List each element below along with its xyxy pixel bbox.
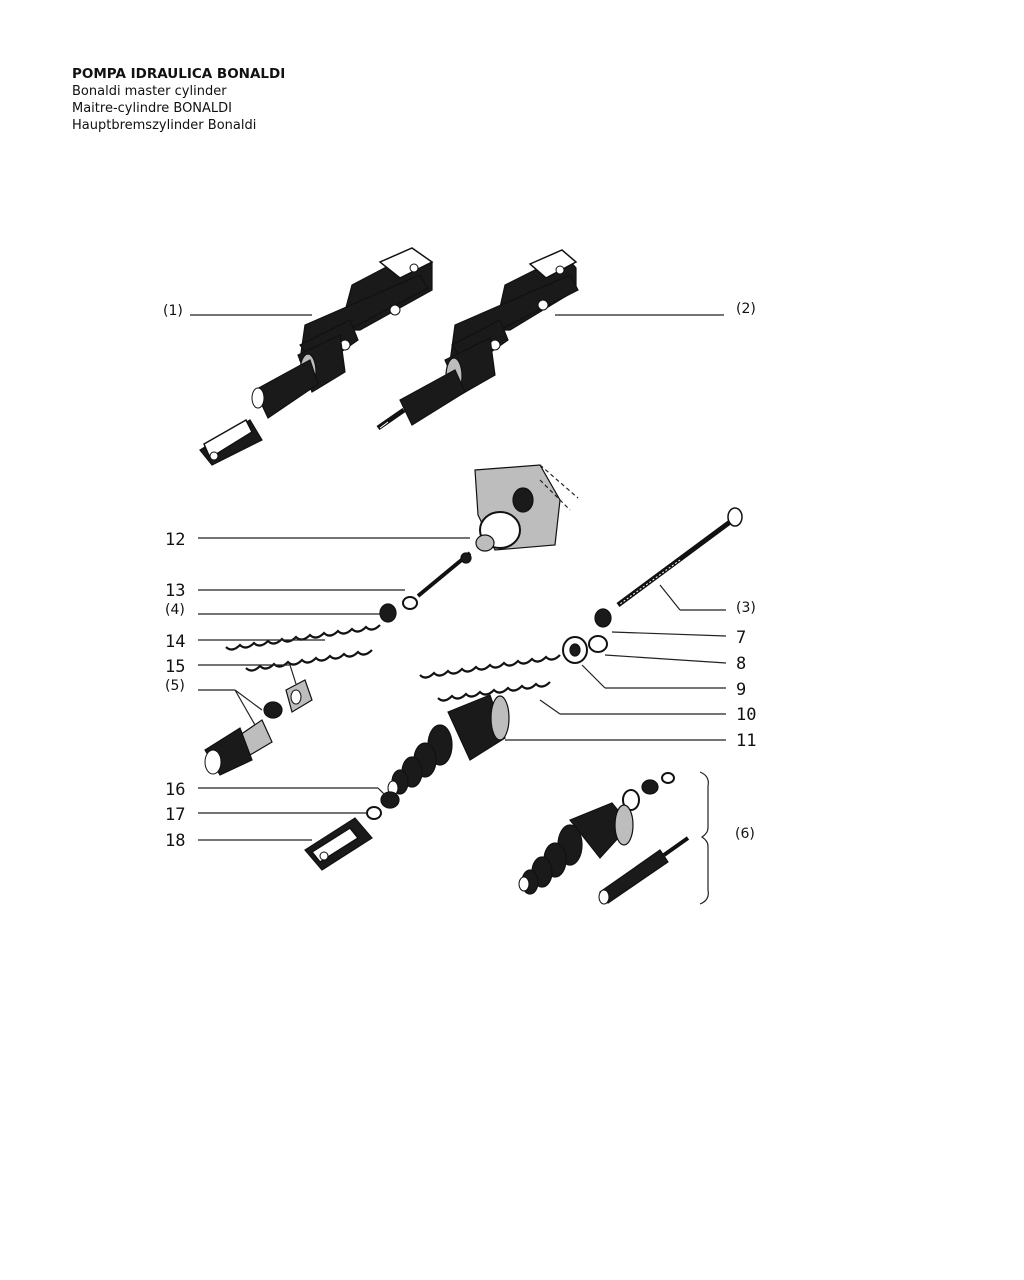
label-part-9: 9 <box>736 680 747 700</box>
title-german: Hauptbremszylinder Bonaldi <box>72 118 257 133</box>
washer-part-7 <box>595 609 611 627</box>
label-part-5: (5) <box>165 678 185 694</box>
label-assy-2: (2) <box>736 301 756 317</box>
valve-part-4 <box>380 604 396 622</box>
leader-part-8 <box>605 655 726 663</box>
repair-kit-6-drawing <box>519 773 688 904</box>
plate-part-9 <box>563 637 587 663</box>
label-part-10: 10 <box>736 705 757 725</box>
piston-rod-part-12 <box>418 535 494 596</box>
assembly-1-drawing <box>200 248 432 465</box>
label-part-7: 7 <box>736 628 747 648</box>
label-kit-6: (6) <box>735 826 755 842</box>
piston-part-15 <box>286 680 312 712</box>
label-part-3: (3) <box>736 600 756 616</box>
label-part-18: 18 <box>165 831 186 851</box>
label-part-8: 8 <box>736 654 747 674</box>
leader-part-10 <box>540 700 560 714</box>
bolt-part-3 <box>618 508 742 605</box>
title-english: Bonaldi master cylinder <box>72 84 227 99</box>
label-assy-1: (1) <box>163 303 183 319</box>
union-part-5 <box>205 702 282 775</box>
spring-part-10 <box>420 655 560 701</box>
washer-part-8 <box>589 636 607 652</box>
label-part-17: 17 <box>165 805 186 825</box>
label-part-14: 14 <box>165 632 186 652</box>
clevis-part-18 <box>305 818 372 870</box>
leader-part-3 <box>660 585 680 610</box>
title-italian: POMPA IDRAULICA BONALDI <box>72 66 286 82</box>
label-part-12: 12 <box>165 530 186 550</box>
boot-part-11 <box>388 695 509 795</box>
title-french: Maitre-cylindre BONALDI <box>72 101 233 116</box>
leader-part-9 <box>582 665 605 688</box>
label-part-13: 13 <box>165 581 186 601</box>
label-part-11: 11 <box>736 731 757 751</box>
washer-part-17 <box>367 807 381 819</box>
washer-part-13 <box>403 597 417 609</box>
label-part-16: 16 <box>165 780 186 800</box>
spring-part-14 <box>226 625 380 671</box>
label-part-4: (4) <box>165 602 185 618</box>
label-part-15: 15 <box>165 657 186 677</box>
bracket-kit-6 <box>700 772 708 904</box>
leader-part-7 <box>612 632 726 636</box>
